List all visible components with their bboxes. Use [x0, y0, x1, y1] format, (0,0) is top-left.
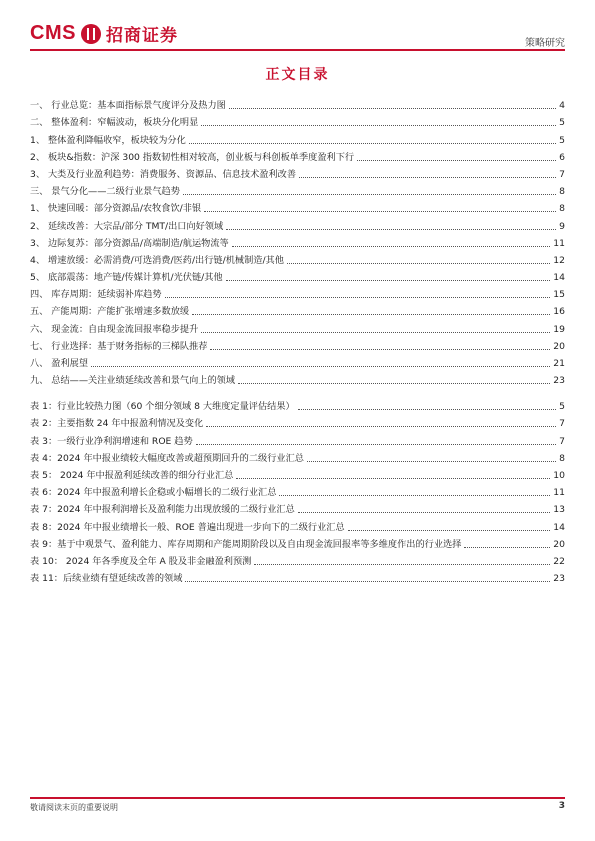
- toc-entry-text: 八、 盈利展望: [30, 358, 89, 369]
- toc-entry[interactable]: [30, 94, 565, 111]
- toc-entry[interactable]: [30, 447, 565, 464]
- toc-entry-page: 19: [553, 323, 565, 335]
- toc-entry-text: 表 9：基于中观景气、盈利能力、库存周期和产能周期阶段以及自由现金流回报率等多维度作出的行业选择: [30, 538, 462, 550]
- toc-entry[interactable]: [30, 180, 565, 197]
- toc-leader-dots: [91, 366, 550, 367]
- toc-leader-dots: [229, 108, 556, 109]
- toc-entry-page: 14: [553, 521, 565, 533]
- toc-entry[interactable]: [30, 266, 565, 283]
- logo-cms-text: CMS: [30, 22, 76, 44]
- footer-divider: [30, 797, 565, 799]
- toc-entry[interactable]: [30, 317, 565, 334]
- toc-entry[interactable]: [30, 283, 565, 300]
- toc-entry-page: 23: [553, 375, 565, 387]
- toc-entry-text: 表 8：2024 年中报业绩增长一般、ROE 普遍出现进一步向下的二级行业汇总: [30, 521, 345, 533]
- toc-entry-text: 表 7：2024 年中报利润增长及盈利能力出现放缓的二级行业汇总: [30, 504, 295, 516]
- toc-entry-page: 9: [559, 220, 565, 232]
- toc-leader-dots: [192, 314, 550, 315]
- toc-title: 正文目录: [265, 67, 330, 83]
- toc-entry-page: 21: [553, 358, 565, 369]
- toc-leader-dots: [165, 297, 551, 298]
- toc-entry[interactable]: [30, 550, 565, 567]
- toc-entry[interactable]: [30, 111, 565, 128]
- toc-leader-dots: [279, 495, 550, 496]
- toc-leader-dots: [204, 211, 556, 212]
- toc-entry[interactable]: [30, 163, 565, 180]
- toc-leader-dots: [464, 547, 550, 548]
- toc-leader-dots: [201, 125, 556, 126]
- toc-leader-dots: [201, 332, 550, 333]
- toc-entry[interactable]: [30, 429, 565, 446]
- toc-entry-text: 4、 增速放缓：必需消费/可选消费/医药/出行链/机械制造/其他: [30, 254, 284, 266]
- toc-leader-dots: [357, 160, 556, 161]
- toc-entry-text: 表 11：后续业绩有望延续改善的领域: [30, 573, 183, 585]
- toc-leader-dots: [287, 263, 550, 264]
- toc-entry-page: 5: [559, 117, 565, 129]
- toc-entry-text: 七、 行业选择：基于财务指标的三梯队推荐: [30, 340, 208, 352]
- toc-leader-dots: [226, 229, 556, 230]
- toc-entry[interactable]: [30, 352, 565, 369]
- page-number: 3: [558, 801, 565, 811]
- toc-leader-dots: [307, 461, 556, 462]
- toc-section-list: [30, 94, 565, 386]
- toc-leader-dots: [236, 478, 550, 479]
- toc-entry-page: 4: [559, 100, 565, 112]
- toc-entry-text: 5、 底部震荡：地产链/传媒计算机/光伏链/其他: [30, 272, 223, 284]
- toc-entry[interactable]: [30, 197, 565, 214]
- toc-entry-text: 一、 行业总览：基本面指标景气度评分及热力图: [30, 100, 226, 112]
- toc-leader-dots: [210, 349, 550, 350]
- toc-entry-text: 2、 延续改善：大宗品/部分 TMT/出口向好领域: [30, 220, 224, 232]
- toc-leader-dots: [226, 280, 551, 281]
- toc-entry[interactable]: [30, 395, 565, 412]
- toc-entry-text: 表 4：2024 年中报业绩较大幅度改善或超预期回升的二级行业汇总: [30, 452, 304, 464]
- toc-entry-text: 表 10： 2024 年各季度及全年 A 股及非金融盈利预测: [30, 555, 252, 567]
- toc-leader-dots: [196, 444, 556, 445]
- toc-entry[interactable]: [30, 300, 565, 317]
- toc-entry-text: 表 6：2024 年中报盈利增长企稳或小幅增长的二级行业汇总: [30, 487, 277, 499]
- toc-entry-page: 7: [559, 435, 565, 447]
- toc-entry-page: 7: [559, 418, 565, 430]
- toc-entry-text: 3、 边际复苏：部分资源品/高端制造/航运物流等: [30, 237, 229, 249]
- toc-leader-dots: [298, 512, 551, 513]
- toc-entry-page: 10: [553, 469, 565, 481]
- toc-entry-page: 8: [559, 186, 565, 198]
- toc-leader-dots: [299, 177, 556, 178]
- toc-entry[interactable]: [30, 412, 565, 429]
- toc-entry[interactable]: [30, 481, 565, 498]
- toc-entry-page: 16: [553, 306, 565, 318]
- toc-entry-page: 12: [553, 254, 565, 266]
- toc-entry-text: 表 1：行业比较热力图（60 个细分领域 8 大维度定量评估结果）: [30, 401, 295, 413]
- toc-entry-text: 二、 整体盈利：窄幅波动，板块分化明显: [30, 117, 199, 129]
- toc-entry-text: 表 5： 2024 年中报盈利延续改善的细分行业汇总: [30, 469, 234, 481]
- toc-entry[interactable]: [30, 369, 565, 386]
- toc-entry-page: 14: [553, 272, 565, 284]
- toc-entry-text: 九、 总结——关注业绩延续改善和景气向上的领域: [30, 375, 236, 387]
- footer-disclaimer: 敬请阅读末页的重要说明: [30, 803, 118, 812]
- toc-entry[interactable]: [30, 214, 565, 231]
- toc-entry-page: 15: [553, 289, 565, 301]
- toc-entry-text: 1、 快速回暖：部分资源品/农牧食饮/非银: [30, 203, 202, 215]
- toc-entry[interactable]: [30, 515, 565, 532]
- toc-entry[interactable]: [30, 335, 565, 352]
- toc-leader-dots: [206, 426, 556, 427]
- toc-entry-text: 六、 现金流：自由现金流回报率稳步提升: [30, 323, 199, 335]
- page-header: [30, 18, 565, 48]
- toc-leader-dots: [189, 143, 556, 144]
- toc-entry-text: 表 2：主要指数 24 年中报盈利情况及变化: [30, 418, 204, 430]
- toc-entry-text: 1、 整体盈利降幅收窄，板块较为分化: [30, 134, 186, 146]
- toc-entry-page: 6: [559, 151, 565, 163]
- toc-entry-page: 13: [553, 504, 565, 516]
- toc-entry-page: 11: [553, 237, 565, 249]
- toc-entry-text: 表 3：一级行业净利润增速和 ROE 趋势: [30, 435, 193, 447]
- toc-entry-page: 11: [553, 487, 565, 499]
- toc-leader-dots: [348, 530, 551, 531]
- toc-entry[interactable]: [30, 498, 565, 515]
- toc-entry-page: 8: [559, 452, 565, 464]
- toc-entry-text: 三、 景气分化——二级行业景气趋势: [30, 186, 180, 198]
- toc-table-list: [30, 395, 565, 584]
- toc-entry[interactable]: [30, 567, 565, 584]
- toc-leader-dots: [238, 383, 550, 384]
- toc-entry-page: 20: [553, 340, 565, 352]
- toc-leader-dots: [232, 246, 551, 247]
- toc-entry-text: 3、 大类及行业盈利趋势：消费服务、资源品、信息技术盈利改善: [30, 168, 297, 180]
- toc-entry-page: 5: [559, 134, 565, 146]
- toc-leader-dots: [298, 409, 556, 410]
- toc-entry-text: 2、 板块&指数：沪深 300 指数韧性相对较高，创业板与科创板单季度盈利下行: [30, 151, 355, 163]
- toc-entry[interactable]: [30, 128, 565, 145]
- report-type: 策略研究: [525, 38, 565, 49]
- company-logo: [30, 21, 178, 46]
- toc-entry-text: 四、 库存周期：延续弱补库趋势: [30, 289, 162, 301]
- header-divider: [30, 49, 565, 51]
- toc-entry-text: 五、 产能周期：产能扩张增速多数放缓: [30, 306, 190, 318]
- toc-entry[interactable]: [30, 232, 565, 249]
- toc-entry-page: 20: [553, 538, 565, 550]
- toc-leader-dots: [183, 194, 556, 195]
- toc-entry[interactable]: [30, 533, 565, 550]
- toc-entry-page: 23: [553, 573, 565, 585]
- toc-leader-dots: [254, 564, 550, 565]
- toc-entry-page: 22: [553, 555, 565, 567]
- toc-entry-page: 8: [559, 203, 565, 215]
- toc-entry-page: 5: [559, 401, 565, 413]
- toc-entry[interactable]: [30, 146, 565, 163]
- logo-seal-icon: [81, 24, 101, 44]
- toc-leader-dots: [185, 581, 550, 582]
- logo-chinese-name: 招商证券: [105, 26, 178, 46]
- toc-entry-page: 7: [559, 168, 565, 180]
- toc-entry[interactable]: [30, 249, 565, 266]
- toc-entry[interactable]: [30, 464, 565, 481]
